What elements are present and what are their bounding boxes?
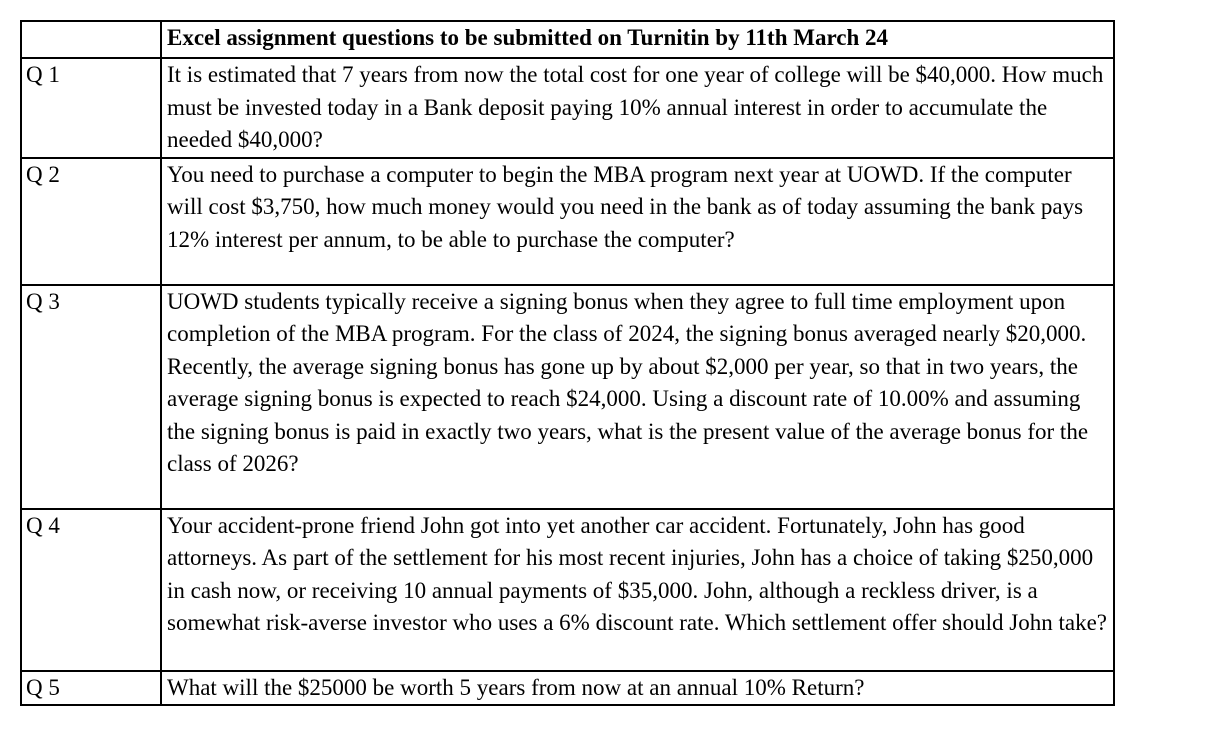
- question-label: Q 2: [21, 158, 161, 285]
- table-row: [21, 671, 1114, 706]
- question-label: Q 4: [21, 509, 161, 671]
- table-row: [21, 58, 1114, 158]
- table-row: [21, 158, 1114, 285]
- question-text: UOWD students typically receive a signing bonus when they agree to full time employment upon completion of the MBA program. For the class of 2024, the signing bonus averaged nearly $20,000. Recently, the average signing bonus has gone up by about $2,000 per year, so that in two years, the average signing bonus is expected to reach $24,000. Using a discount rate of 10.00% and assuming the signing bonus is paid in exactly two years, what is the present value of the average bonus for the class of 2026?: [161, 285, 1114, 509]
- question-text: Your accident-prone friend John got into yet another car accident. Fortunately, John has good attorneys. As part of the settlement for his most recent injuries, John has a choice of taking $250,000 in cash now, or receiving 10 annual payments of $35,000. John, although a reckless driver, is a somewhat risk-averse investor who uses a 6% discount rate. Which settlement offer should John take?: [161, 509, 1114, 671]
- header-label-cell: [21, 21, 161, 58]
- question-label: Q 5: [21, 671, 161, 706]
- question-label: Q 1: [21, 58, 161, 158]
- question-label: Q 3: [21, 285, 161, 509]
- table-row: [21, 509, 1114, 671]
- header-row: [21, 21, 1114, 58]
- question-text: You need to purchase a computer to begin the MBA program next year at UOWD. If the computer will cost $3,750, how much money would you need in the bank as of today assuming the bank pays 12% interest per annum, to be able to purchase the computer?: [161, 158, 1114, 285]
- question-text: What will the $25000 be worth 5 years from now at an annual 10% Return?: [161, 671, 1114, 706]
- question-text: It is estimated that 7 years from now the total cost for one year of college will be $40,000. How much must be invested today in a Bank deposit paying 10% annual interest in order to accumulate the needed $40,000?: [161, 58, 1114, 158]
- assignment-title: Excel assignment questions to be submitted on Turnitin by 11th March 24: [161, 21, 1114, 58]
- assignment-table: [20, 20, 1115, 706]
- table-row: [21, 285, 1114, 509]
